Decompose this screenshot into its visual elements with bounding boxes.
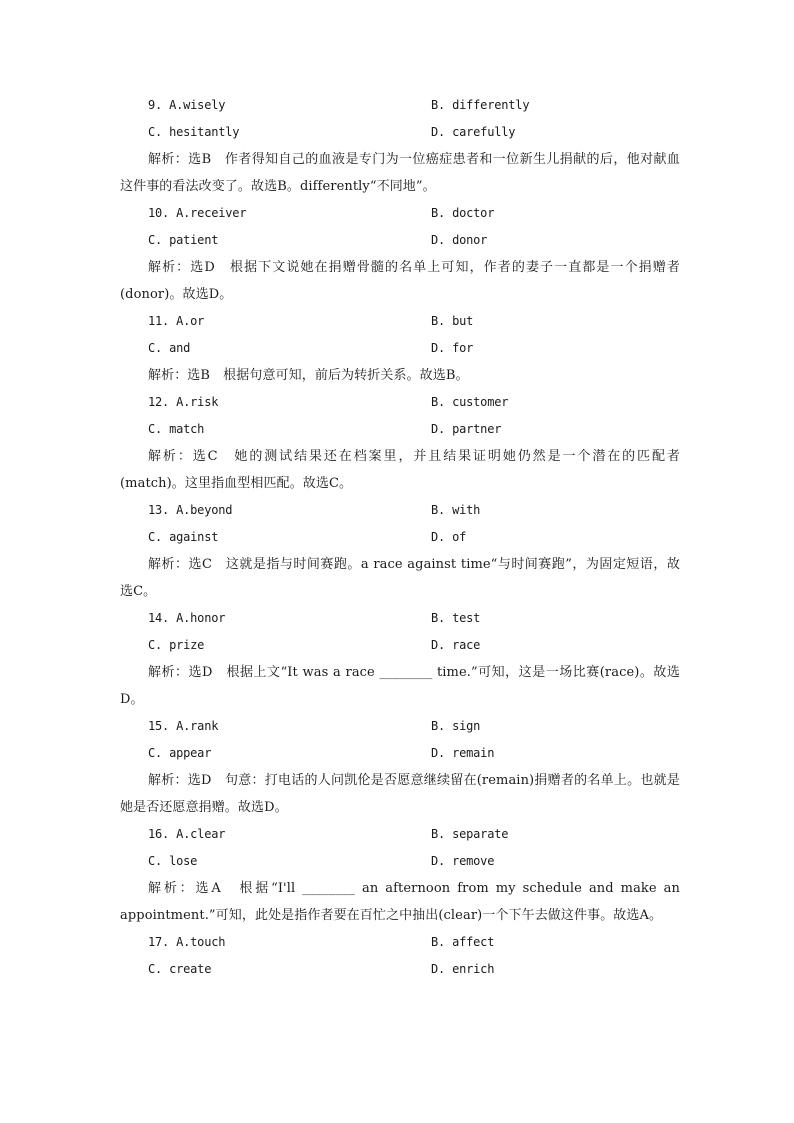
options-row <box>120 92 680 119</box>
option-c: C. appear <box>148 746 212 760</box>
options-row <box>120 956 680 983</box>
option-b: B. affect <box>431 935 495 949</box>
options-row <box>120 929 680 956</box>
explanation: 解析：选C 这就是指与时间赛跑。a race against time“与时间赛跑”，为固定短语，故选C。 <box>120 557 680 599</box>
explanation: 解析：选D 根据上文“It was a race ________ time.”可知，这是一场比赛(race)。故选D。 <box>120 665 680 707</box>
option-c: C. against <box>148 530 219 544</box>
question-12 <box>120 389 680 497</box>
option-a: 9. A.wisely <box>148 98 226 112</box>
option-c: C. and <box>148 341 191 355</box>
option-d: D. of <box>431 530 467 544</box>
option-c: C. create <box>148 962 212 976</box>
option-d: D. donor <box>431 233 488 247</box>
option-b: B. but <box>431 314 474 328</box>
option-d: D. race <box>431 638 481 652</box>
option-c: C. prize <box>148 638 205 652</box>
question-13 <box>120 497 680 605</box>
options-row <box>120 200 680 227</box>
option-a: 16. A.clear <box>148 827 226 841</box>
options-row <box>120 632 680 659</box>
option-a: 13. A.beyond <box>148 503 233 517</box>
option-c: C. lose <box>148 854 198 868</box>
option-c: C. hesitantly <box>148 125 240 139</box>
options-row <box>120 416 680 443</box>
option-d: D. for <box>431 341 474 355</box>
options-row <box>120 848 680 875</box>
options-row <box>120 119 680 146</box>
option-c: C. patient <box>148 233 219 247</box>
option-d: D. partner <box>431 422 502 436</box>
explanation: 解析：选D 句意：打电话的人问凯伦是否愿意继续留在(remain)捐赠者的名单上。也就是她是否还愿意捐赠。故选D。 <box>120 773 680 815</box>
option-d: D. enrich <box>431 962 495 976</box>
option-b: B. test <box>431 611 481 625</box>
question-9 <box>120 92 680 200</box>
option-b: B. customer <box>431 395 509 409</box>
option-b: B. differently <box>431 98 530 112</box>
question-11 <box>120 308 680 389</box>
option-d: D. remain <box>431 746 495 760</box>
option-b: B. sign <box>431 719 481 733</box>
explanation: 解析：选B 根据句意可知，前后为转折关系。故选B。 <box>148 368 469 383</box>
options-row <box>120 605 680 632</box>
option-a: 10. A.receiver <box>148 206 247 220</box>
option-b: B. with <box>431 503 481 517</box>
question-10 <box>120 200 680 308</box>
explanation: 解析：选A 根据“I'll ________ an afternoon from my schedule and make an appointment.”可知，此处是指作者要在百忙之中抽出(clear)一个下午去做这件事。故选A。 <box>120 881 680 923</box>
option-a: 14. A.honor <box>148 611 226 625</box>
options-row <box>120 713 680 740</box>
options-row <box>120 821 680 848</box>
option-a: 12. A.risk <box>148 395 219 409</box>
question-list <box>120 92 680 983</box>
question-14 <box>120 605 680 713</box>
explanation: 解析：选D 根据下文说她在捐赠骨髓的名单上可知，作者的妻子一直都是一个捐赠者(donor)。故选D。 <box>120 260 680 302</box>
option-a: 15. A.rank <box>148 719 219 733</box>
option-c: C. match <box>148 422 205 436</box>
question-17 <box>120 929 680 983</box>
question-16 <box>120 821 680 929</box>
options-row <box>120 335 680 362</box>
options-row <box>120 389 680 416</box>
explanation: 解析：选B 作者得知自己的血液是专门为一位癌症患者和一位新生儿捐献的后，他对献血这件事的看法改变了。故选B。differently“不同地”。 <box>120 152 680 194</box>
options-row <box>120 227 680 254</box>
options-row <box>120 740 680 767</box>
options-row <box>120 497 680 524</box>
option-b: B. doctor <box>431 206 495 220</box>
question-15 <box>120 713 680 821</box>
option-a: 17. A.touch <box>148 935 226 949</box>
option-a: 11. A.or <box>148 314 205 328</box>
options-row <box>120 524 680 551</box>
option-b: B. separate <box>431 827 509 841</box>
options-row <box>120 308 680 335</box>
option-d: D. remove <box>431 854 495 868</box>
option-d: D. carefully <box>431 125 516 139</box>
explanation: 解析：选C 她的测试结果还在档案里，并且结果证明她仍然是一个潜在的匹配者(match)。这里指血型相匹配。故选C。 <box>120 449 680 491</box>
